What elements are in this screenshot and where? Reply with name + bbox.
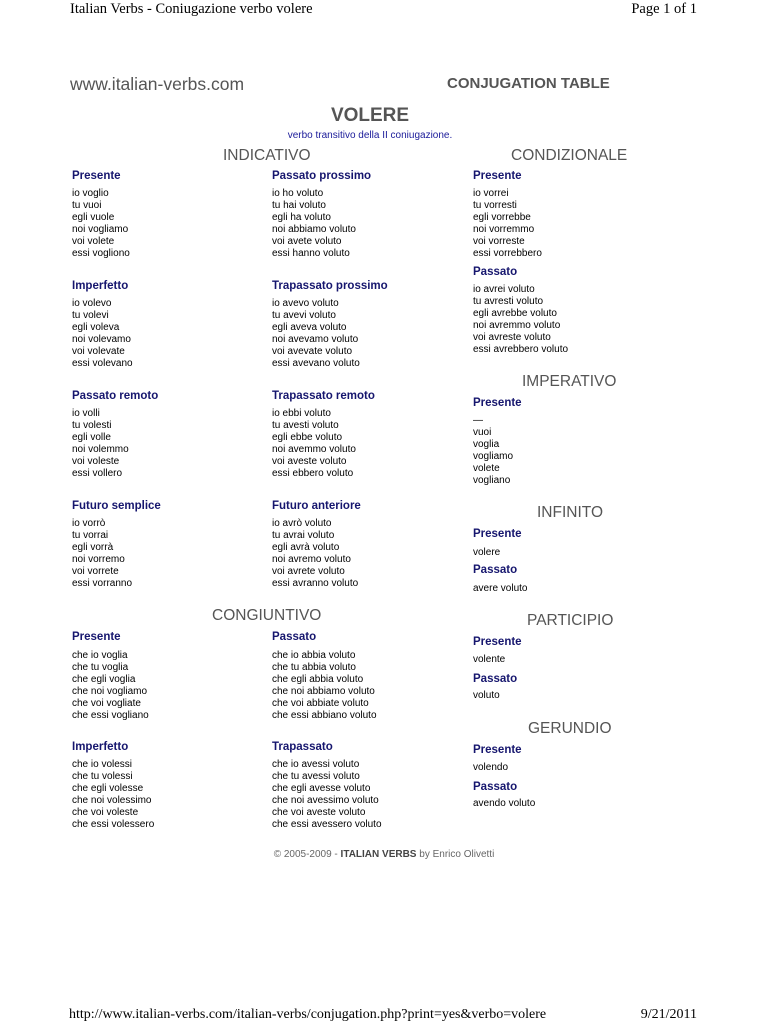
verb-form: che io abbia voluto [272,650,356,661]
verb-form: voi vorrete [72,566,119,578]
verb-form: voi aveste voluto [272,456,347,468]
site-link[interactable]: www.italian-verbs.com [70,74,245,94]
copyright-brand[interactable]: ITALIAN VERBS [340,849,417,860]
tense-heading: Passato [272,631,317,643]
print-footer-date: 9/21/2011 [640,1007,697,1022]
verb-form: essi avrebbero voluto [473,344,569,356]
verb-form: io volevo [72,298,112,309]
copyright-author: by Enrico Olivetti [416,849,495,860]
conjugation-list [473,415,513,488]
verb-form: voi avevate voluto [272,346,353,358]
verb-form: che io voglia [72,650,128,661]
verb-form: voglia [473,439,500,451]
verb-form: essi ebbero voluto [272,468,354,480]
print-header-page: Page 1 of 1 [631,1,697,17]
verb-form: noi avevamo voluto [272,334,359,346]
verb-form: che voi aveste voluto [272,807,366,819]
verb-form: essi vorranno [72,578,133,590]
verb-form: io ebbi voluto [272,408,331,419]
print-header-title: Italian Verbs - Coniugazione verbo volere [70,1,313,17]
verb-form: essi avevano voluto [272,358,360,370]
tense-heading: Presente [473,397,522,409]
verb-form: che noi volessimo [72,795,152,807]
conjugation-list [473,547,500,559]
tense-heading: Imperfetto [72,280,129,292]
verb-form: noi avemmo voluto [272,444,356,456]
verb-form: voluto [473,690,500,701]
verb-form: egli ebbe voluto [272,432,343,444]
tense-heading: Presente [473,528,522,540]
tense-heading: Presente [72,631,121,643]
verb-form: egli voleva [72,322,120,334]
conjugation-list [72,518,132,591]
tense-heading: Trapassato [272,741,333,753]
verb-form: egli vorrà [72,542,114,554]
verb-form: egli vorrebbe [473,212,531,224]
verb-form: che egli abbia voluto [272,674,364,686]
verb-form: egli avrà voluto [272,542,340,554]
verb-form: volente [473,654,506,665]
conjugation-list [72,650,149,723]
tense-heading: Passato prossimo [272,170,372,182]
verb-form: noi vorremo [72,554,125,566]
verb-form: egli vuole [72,212,115,224]
tense-heading: Passato remoto [72,390,159,402]
verb-form: che io volessi [72,759,133,770]
verb-form: noi vogliamo [72,224,129,236]
mood-infinito: INFINITO [537,504,604,521]
verb-form: noi volevamo [72,334,131,346]
conjugation-list [473,583,527,595]
verb-form: essi volevano [72,358,133,370]
verb-form: io ho voluto [272,188,324,199]
verb-form: noi avremo voluto [272,554,351,566]
copyright-notice [0,849,768,860]
verb-form: tu vuoi [72,200,102,212]
conjugation-list [272,408,356,481]
mood-gerundio: GERUNDIO [528,720,612,737]
tense-heading: Passato [473,564,518,576]
verb-form: — [473,415,483,426]
table-title: CONJUGATION TABLE [447,75,610,92]
conjugation-list [473,654,505,666]
verb-form: io voglio [72,188,109,199]
verb-form: essi vollero [72,468,123,480]
verb-form: voi avreste voluto [473,332,551,344]
tense-heading: Futuro anteriore [272,500,361,512]
verb-form: tu avesti voluto [272,420,339,432]
conjugation-list [473,762,508,774]
verb-form: egli volle [72,432,111,444]
verb-form: voi vorreste [473,236,525,248]
conjugation-list [72,408,129,481]
verb-form: io avrò voluto [272,518,332,529]
tense-heading: Passato [473,266,518,278]
print-footer-url: http://www.italian-verbs.com/italian-verbs/conjugation.php?print=yes&verbo=volere [69,1007,547,1022]
conjugation-list [473,284,568,357]
verb-form: che noi avessimo voluto [272,795,379,807]
tense-heading: Trapassato prossimo [272,280,388,292]
verb-form: voi volevate [72,346,125,358]
verb-form: che voi vogliate [72,698,141,710]
verb-form: che voi voleste [72,807,139,819]
conjugation-list [272,298,360,371]
verb-form: tu volevi [72,310,109,322]
conjugation-list [272,518,358,591]
verb-form: avendo voluto [473,798,536,809]
verb-form: volete [473,463,500,475]
verb-form: egli aveva voluto [272,322,347,334]
tense-heading: Passato [473,673,518,685]
verb-form: io avevo voluto [272,298,339,309]
verb-form: tu vorresti [473,200,517,212]
tense-heading: Presente [473,170,522,182]
verb-form: che noi vogliamo [72,686,148,698]
verb-form: essi vogliono [72,248,130,260]
tense-heading: Presente [72,170,121,182]
verb-form: noi vorremmo [473,224,535,236]
conjugation-list [272,188,356,261]
verb-form: tu avresti voluto [473,296,544,308]
verb-form: egli avrebbe voluto [473,308,557,320]
verb-form: avere voluto [473,583,528,594]
verb-form: che egli voglia [72,674,136,686]
verb-form: che egli avesse voluto [272,783,371,795]
conjugation-list [473,690,500,702]
verb-form: tu avrai voluto [272,530,335,542]
verb-title: VOLERE [330,105,410,126]
verb-form: io vorrei [473,188,509,199]
verb-form: voi avrete voluto [272,566,345,578]
mood-condizionale: CONDIZIONALE [511,147,628,164]
mood-imperativo: IMPERATIVO [522,373,617,390]
verb-form: essi hanno voluto [272,248,350,260]
tense-heading: Imperfetto [72,741,129,753]
conjugation-list [473,188,542,261]
conjugation-list [272,759,382,832]
verb-form: che noi abbiamo voluto [272,686,375,698]
mood-participio: PARTICIPIO [527,612,614,629]
verb-form: io volli [72,408,100,419]
verb-form: che io avessi voluto [272,759,360,770]
conjugation-list [72,298,133,371]
tense-heading: Presente [473,744,522,756]
copyright-prefix: © 2005-2009 - [273,849,341,860]
verb-subtitle: verbo transitivo della II coniugazione. [287,130,453,141]
verb-form: essi avranno voluto [272,578,359,590]
tense-heading: Presente [473,636,522,648]
verb-form: che tu avessi voluto [272,771,360,783]
verb-form: che tu voglia [72,662,129,674]
mood-congiuntivo: CONGIUNTIVO [212,607,322,624]
verb-form: voi volete [72,236,115,248]
verb-form: che tu volessi [72,771,133,783]
verb-form: che voi abbiate voluto [272,698,369,710]
mood-indicativo: INDICATIVO [223,147,311,164]
tense-heading: Futuro semplice [72,500,161,512]
verb-form: che essi vogliano [72,710,149,722]
verb-form: che essi volessero [72,819,155,831]
verb-form: voi avete voluto [272,236,342,248]
verb-form: tu hai voluto [272,200,326,212]
verb-form: egli ha voluto [272,212,331,224]
verb-form: essi vorrebbero [473,248,542,260]
verb-form: che essi abbiano voluto [272,710,377,722]
verb-form: io vorrò [72,518,106,529]
verb-form: tu volesti [72,420,112,432]
verb-form: volere [473,547,501,558]
verb-form: vogliano [473,475,511,487]
verb-form: noi abbiamo voluto [272,224,356,236]
verb-form: vuoi [473,427,492,439]
verb-form: che tu abbia voluto [272,662,356,674]
verb-form: volendo [473,762,509,773]
verb-form: voi voleste [72,456,120,468]
conjugation-list [272,650,377,723]
verb-form: io avrei voluto [473,284,535,295]
verb-form: tu avevi voluto [272,310,336,322]
verb-form: tu vorrai [72,530,109,542]
verb-form: noi avremmo voluto [473,320,561,332]
verb-form: vogliamo [473,451,514,463]
verb-form: che egli volesse [72,783,144,795]
tense-heading: Passato [473,781,518,793]
conjugation-list [72,759,154,832]
tense-heading: Trapassato remoto [272,390,375,402]
conjugation-list [473,798,535,810]
conjugation-list [72,188,130,261]
verb-form: che essi avessero voluto [272,819,382,831]
verb-form: noi volemmo [72,444,129,456]
